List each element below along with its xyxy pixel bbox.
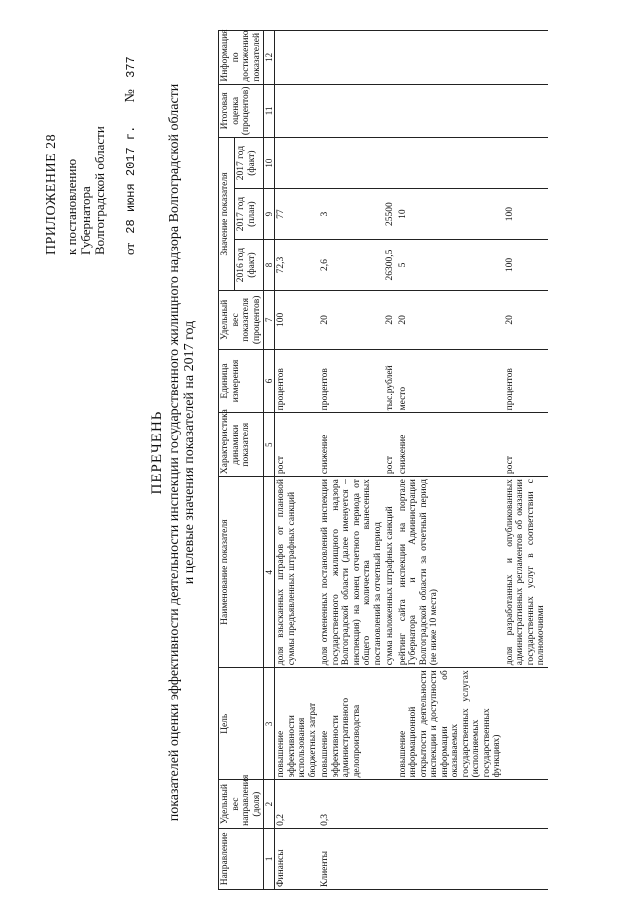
appendix-line-3: Волгоградской области bbox=[92, 126, 107, 255]
cell-dynamics: снижение bbox=[397, 413, 504, 477]
th-score: Итоговая оценка (процентов) bbox=[219, 84, 264, 138]
cell-goal: повышение эффективности административного делопроизводства bbox=[319, 668, 384, 780]
cell-info bbox=[384, 31, 397, 85]
cell-2016-fact: 5 bbox=[397, 240, 504, 291]
cell-direction bbox=[504, 828, 548, 889]
cell-2017-fact bbox=[275, 138, 320, 189]
th-weight: Удельный вес направления (доля) bbox=[219, 780, 264, 828]
cell-2017-plan: 10 bbox=[397, 189, 504, 240]
th-2017-plan: 2017 год (план) bbox=[235, 189, 264, 240]
cell-indicator: рейтинг сайта инспекции на портале Губернатора и Администрации Волгоградской области за отчетный период (не ниже 10 места) bbox=[397, 477, 504, 668]
cell-direction bbox=[384, 828, 397, 889]
th-values-group: Значение показателя bbox=[219, 138, 235, 291]
th-indicator-weight: Удельный вес показателя (процентов) bbox=[219, 291, 264, 350]
cell-weight bbox=[384, 780, 397, 828]
cell-unit: процентов bbox=[504, 349, 548, 413]
col-number: 6 bbox=[264, 349, 275, 413]
title-main: ПЕРЕЧЕНЬ bbox=[149, 410, 165, 495]
decree-date-row bbox=[123, 15, 138, 255]
table-row bbox=[275, 31, 320, 890]
th-2016-fact: 2016 год (факт) bbox=[235, 240, 264, 291]
cell-dynamics: рост bbox=[384, 413, 397, 477]
cell-2017-fact bbox=[384, 138, 397, 189]
appendix-title: ПРИЛОЖЕНИЕ 28 bbox=[44, 133, 59, 255]
col-number: 7 bbox=[264, 291, 275, 350]
cell-2017-plan: 100 bbox=[504, 189, 548, 240]
cell-indicator-weight: 100 bbox=[275, 291, 320, 350]
table-row bbox=[384, 31, 397, 890]
title-line-1: показателей оценки эффективности деятельности инспекции государственного жилищного надзора Волгоградской области bbox=[167, 83, 182, 822]
cell-score bbox=[397, 84, 504, 138]
th-direction: Направление bbox=[219, 828, 264, 889]
th-goal: Цель bbox=[219, 668, 264, 780]
cell-info bbox=[397, 31, 504, 85]
cell-unit: место bbox=[397, 349, 504, 413]
cell-weight: 0,2 bbox=[275, 780, 320, 828]
appendix-line-2: Губернатора bbox=[78, 186, 93, 255]
cell-score bbox=[319, 84, 384, 138]
col-number: 11 bbox=[264, 84, 275, 138]
cell-indicator-weight: 20 bbox=[384, 291, 397, 350]
header-row-1 bbox=[219, 31, 235, 890]
table-row bbox=[397, 31, 504, 890]
th-2017-fact: 2017 год (факт) bbox=[235, 138, 264, 189]
cell-2016-fact: 2,6 bbox=[319, 240, 384, 291]
cell-2017-plan: 77 bbox=[275, 189, 320, 240]
document-title bbox=[150, 40, 197, 865]
cell-indicator: доля взысканных штрафов от плановой суммы предъявленных штрафных санкций bbox=[275, 477, 320, 668]
cell-goal: повышение информационной открытости деятельности инспекции и доступности информации об оказываемых государственных услугах (исполняемых государственных функциях) bbox=[397, 668, 504, 780]
cell-dynamics: снижение bbox=[319, 413, 384, 477]
cell-2016-fact: 72,3 bbox=[275, 240, 320, 291]
cell-goal bbox=[504, 668, 548, 780]
cell-2016-fact: 100 bbox=[504, 240, 548, 291]
col-number: 10 bbox=[264, 138, 275, 189]
column-numbers-row bbox=[264, 31, 275, 890]
col-number: 5 bbox=[264, 413, 275, 477]
col-number: 1 bbox=[264, 828, 275, 889]
table-row bbox=[504, 31, 548, 890]
indicators-table bbox=[218, 30, 548, 890]
cell-info bbox=[319, 31, 384, 85]
cell-direction: Финансы bbox=[275, 828, 320, 889]
date-prefix: от bbox=[122, 242, 137, 255]
cell-2017-fact bbox=[397, 138, 504, 189]
cell-score bbox=[384, 84, 397, 138]
cell-dynamics: рост bbox=[504, 413, 548, 477]
cell-score bbox=[504, 84, 548, 138]
cell-direction bbox=[397, 828, 504, 889]
cell-indicator: доля отмененных постановлений инспекции государственного жилищного надзора Волгоградской области (далее именуется – инспекция) на конец отчетного периода от общего количества вынесенных постановлений за отчетный период bbox=[319, 477, 384, 668]
cell-score bbox=[275, 84, 320, 138]
title-line-2: и целевые значения показателей на 2017 год bbox=[182, 320, 197, 585]
col-number: 3 bbox=[264, 668, 275, 780]
cell-dynamics: рост bbox=[275, 413, 320, 477]
th-indicator: Наименование показателя bbox=[219, 477, 264, 668]
cell-indicator: сумма наложенных штрафных санкций bbox=[384, 477, 397, 668]
appendix-header bbox=[45, 15, 138, 255]
cell-unit: тыс.рублей bbox=[384, 349, 397, 413]
cell-unit: процентов bbox=[319, 349, 384, 413]
th-dynamics: Характеристика динамики показателя bbox=[219, 413, 264, 477]
cell-weight bbox=[504, 780, 548, 828]
cell-indicator-weight: 20 bbox=[504, 291, 548, 350]
cell-unit: процентов bbox=[275, 349, 320, 413]
decree-number: 377 bbox=[124, 56, 138, 78]
cell-info bbox=[504, 31, 548, 85]
col-number: 2 bbox=[264, 780, 275, 828]
cell-indicator: доля разработанных и опубликованных административных регламентов об оказании государственных услуг в соответствии с полномочиями bbox=[504, 477, 548, 668]
cell-goal bbox=[384, 668, 397, 780]
cell-weight bbox=[397, 780, 504, 828]
cell-indicator-weight: 20 bbox=[397, 291, 504, 350]
cell-weight: 0,3 bbox=[319, 780, 384, 828]
cell-2017-fact bbox=[504, 138, 548, 189]
table-row bbox=[319, 31, 384, 890]
col-number: 4 bbox=[264, 477, 275, 668]
number-sign: № bbox=[123, 89, 138, 103]
col-number: 9 bbox=[264, 189, 275, 240]
cell-info bbox=[275, 31, 320, 85]
cell-2016-fact: 26300,5 bbox=[384, 240, 397, 291]
col-number: 12 bbox=[264, 31, 275, 85]
cell-direction: Клиенты bbox=[319, 828, 384, 889]
cell-indicator-weight: 20 bbox=[319, 291, 384, 350]
cell-2017-fact bbox=[319, 138, 384, 189]
th-unit: Единица измерения bbox=[219, 349, 264, 413]
decree-date: 28 июня 2017 г. bbox=[124, 125, 138, 234]
appendix-line-1: к постановлению bbox=[64, 158, 79, 255]
cell-2017-plan: 3 bbox=[319, 189, 384, 240]
cell-2017-plan: 25500 bbox=[384, 189, 397, 240]
cell-goal: повышение эффективности использования бюджетных затрат bbox=[275, 668, 320, 780]
th-info: Информация по достижению показателей bbox=[219, 31, 264, 85]
col-number: 8 bbox=[264, 240, 275, 291]
